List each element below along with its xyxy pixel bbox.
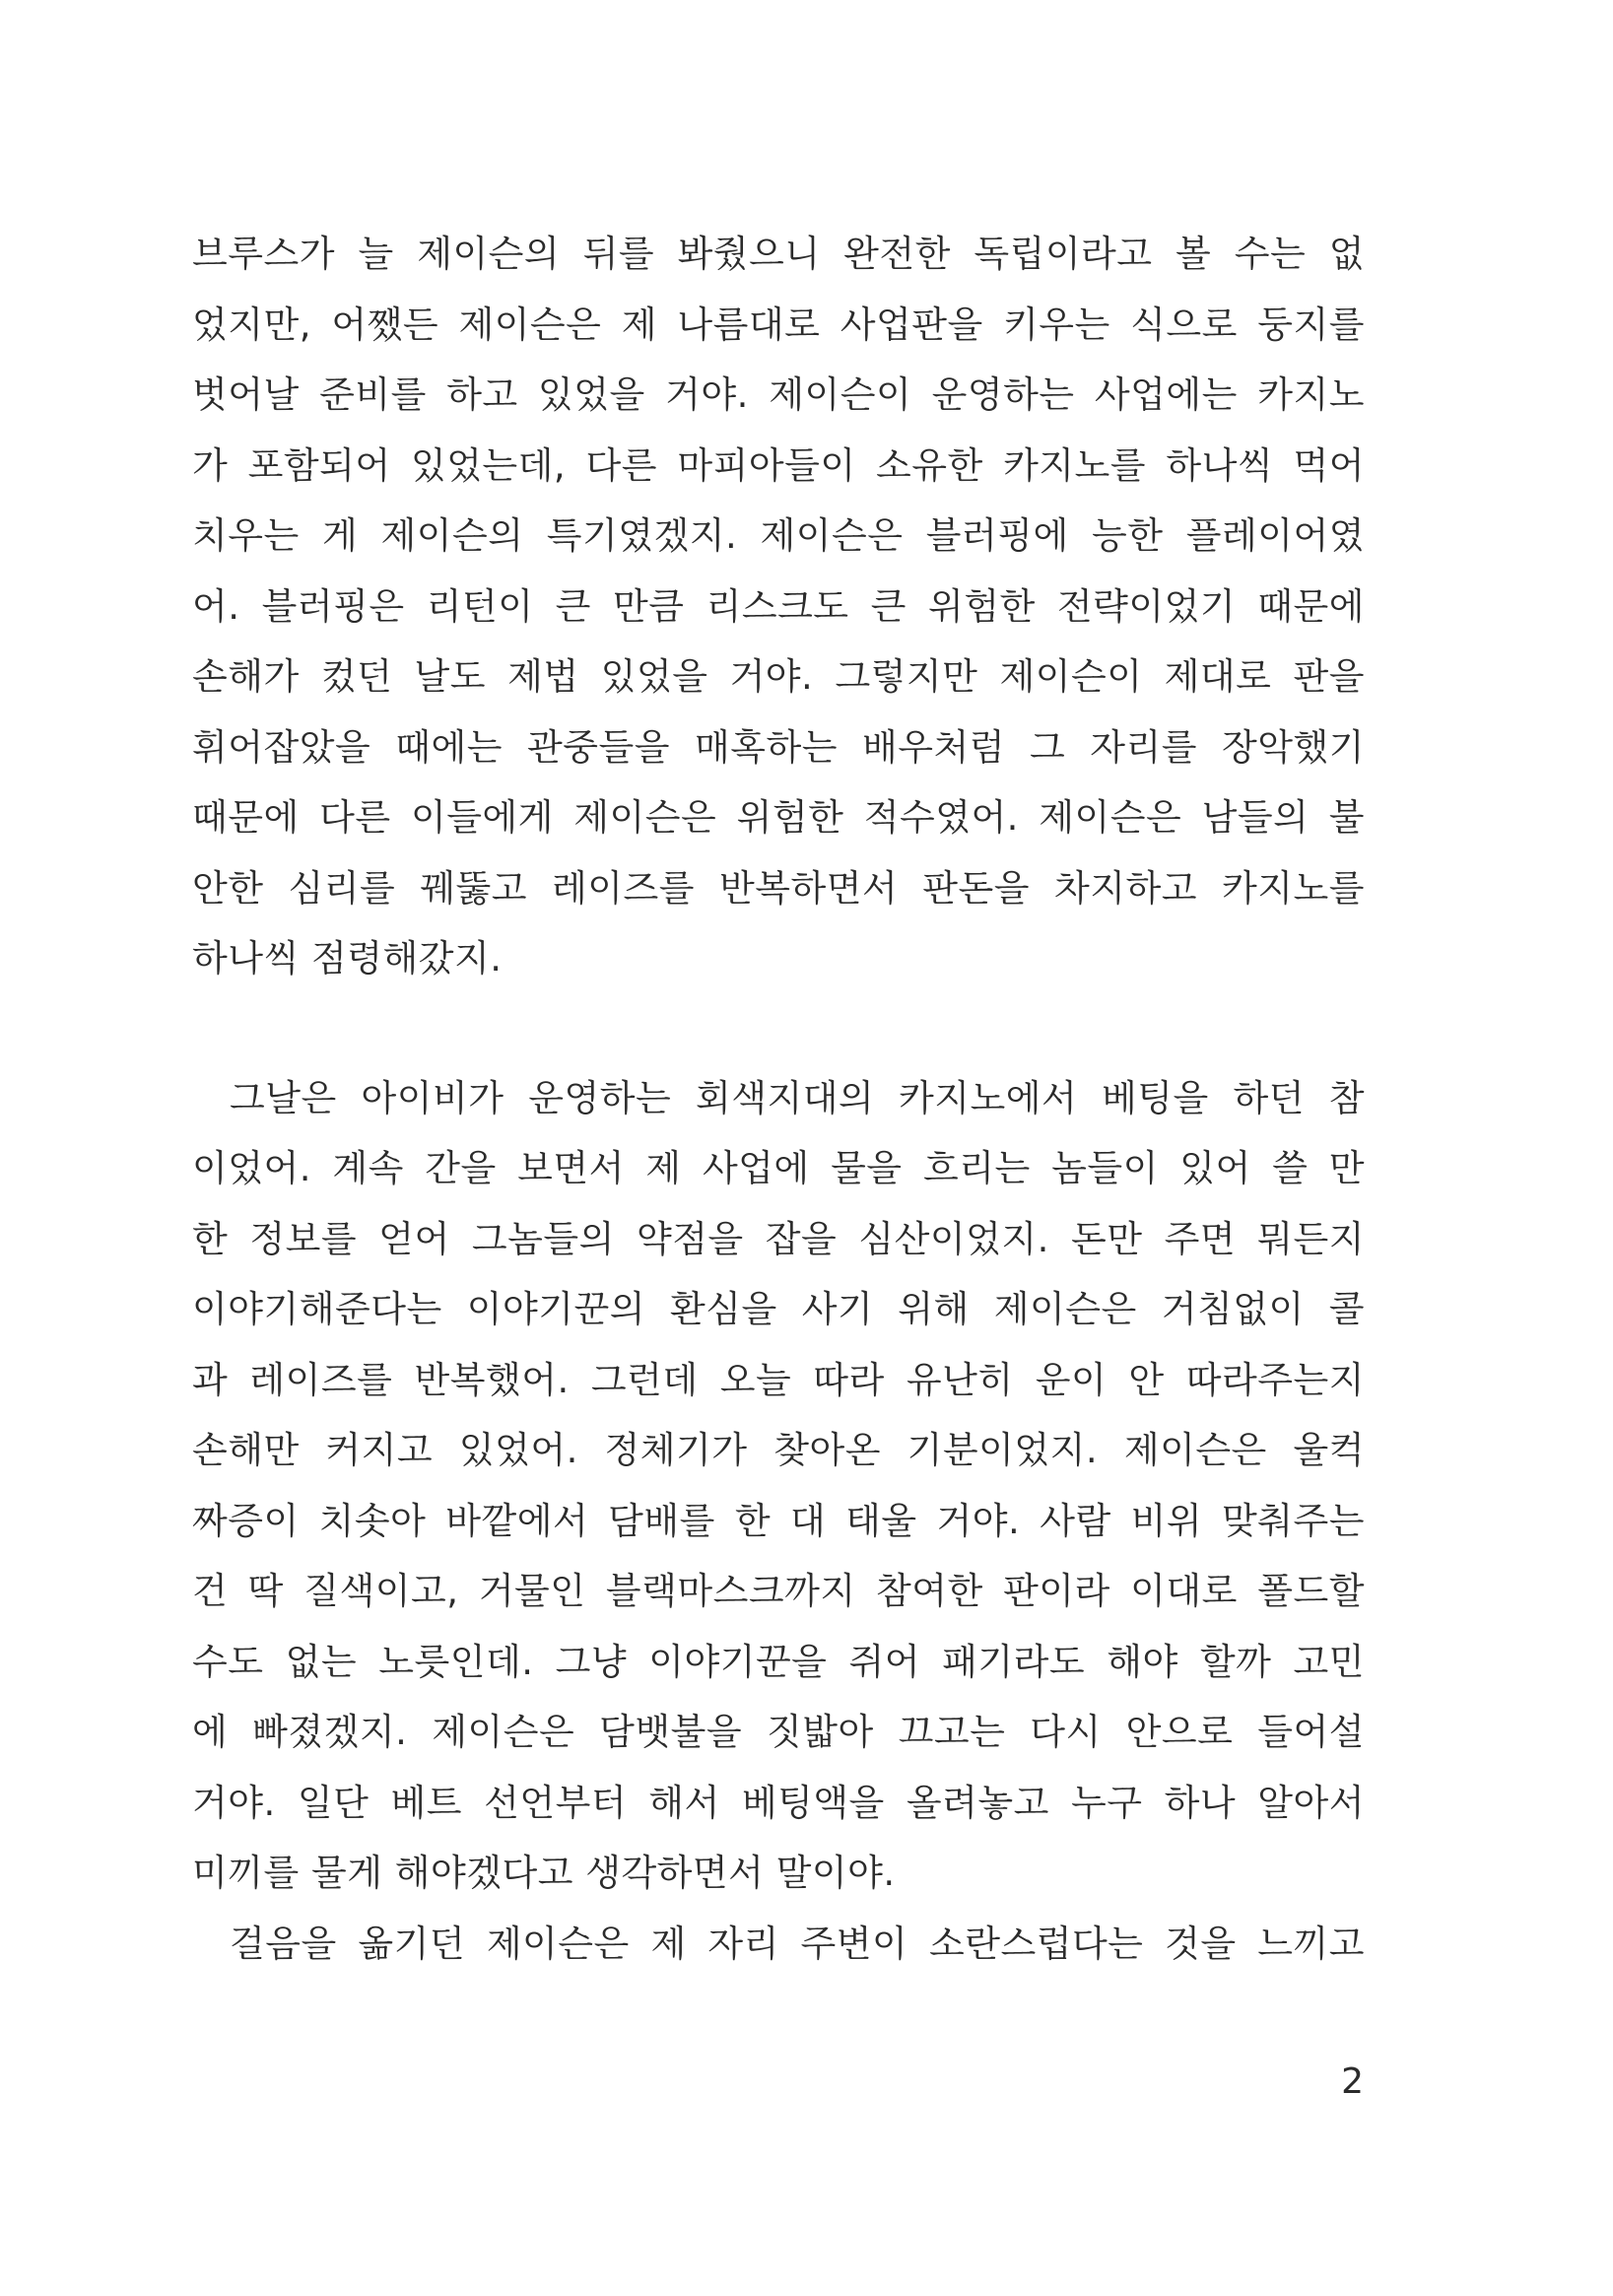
paragraph-1: [192, 219, 1365, 994]
text-line: 한 정보를 얻어 그놈들의 약점을 잡을 심산이었지. 돈만 주면 뭐든지: [192, 1217, 1365, 1260]
text-line: 어. 블러핑은 리턴이 큰 만큼 리스크도 큰 위험한 전략이었기 때문에: [192, 584, 1365, 628]
text-line: 었지만, 어쨌든 제이슨은 제 나름대로 사업판을 키우는 식으로 둥지를: [192, 303, 1365, 346]
paragraph-2: [192, 1063, 1365, 1909]
text-line: 브루스가 늘 제이슨의 뒤를 봐줬으니 완전한 독립이라고 볼 수는 없: [192, 233, 1365, 275]
text-line: 거야. 일단 베트 선언부터 해서 베팅액을 올려놓고 누구 하나 알아서: [192, 1781, 1365, 1824]
text-line: 손해가 컸던 날도 제법 있었을 거야. 그렇지만 제이슨이 제대로 판을: [192, 655, 1365, 698]
text-line: 손해만 커지고 있었어. 정체기가 찾아온 기분이었지. 제이슨은 울컥: [192, 1429, 1365, 1471]
page-number: 2: [1341, 2061, 1364, 2102]
text-line: 치우는 게 제이슨의 특기였겠지. 제이슨은 블러핑에 능한 플레이어였: [192, 514, 1365, 557]
text-line: 휘어잡았을 때에는 관중들을 매혹하는 배우처럼 그 자리를 장악했기: [192, 725, 1365, 769]
body-text: [192, 219, 1365, 1979]
text-line: 미끼를 물게 해야겠다고 생각하면서 말이야.: [192, 1852, 896, 1894]
text-line: 이야기해준다는 이야기꾼의 환심을 사기 위해 제이슨은 거침없이 콜: [192, 1288, 1365, 1330]
text-line: 이었어. 계속 간을 보면서 제 사업에 물을 흐리는 놈들이 있어 쓸 만: [192, 1147, 1365, 1189]
paragraph-3: [192, 1909, 1365, 1980]
text-line: 안한 심리를 꿰뚫고 레이즈를 반복하면서 판돈을 차지하고 카지노를: [192, 866, 1365, 910]
paragraph-spacer: [192, 994, 1365, 1063]
text-line: 걸음을 옮기던 제이슨은 제 자리 주변이 소란스럽다는 것을 느끼고: [230, 1922, 1365, 1965]
text-line: 수도 없는 노릇인데. 그냥 이야기꾼을 쥐어 패기라도 해야 할까 고민: [192, 1640, 1365, 1683]
text-line: 하나씩 점령해갔지.: [192, 937, 503, 979]
text-line: 때문에 다른 이들에게 제이슨은 위험한 적수였어. 제이슨은 남들의 불: [192, 796, 1365, 839]
text-line: 벗어날 준비를 하고 있었을 거야. 제이슨이 운영하는 사업에는 카지노: [192, 373, 1365, 416]
text-line: 과 레이즈를 반복했어. 그런데 오늘 따라 유난히 운이 안 따라주는지: [192, 1358, 1365, 1401]
text-line: 에 빠졌겠지. 제이슨은 담뱃불을 짓밟아 끄고는 다시 안으로 들어설: [192, 1711, 1365, 1753]
text-line: 건 딱 질색이고, 거물인 블랙마스크까지 참여한 판이라 이대로 폴드할: [192, 1570, 1365, 1612]
text-line: 가 포함되어 있었는데, 다른 마피아들이 소유한 카지노를 하나씩 먹어: [192, 443, 1365, 487]
text-line: 짜증이 치솟아 바깥에서 담배를 한 대 태울 거야. 사람 비위 맞춰주는: [192, 1499, 1365, 1542]
text-line: 그날은 아이비가 운영하는 회색지대의 카지노에서 베팅을 하던 참: [230, 1076, 1365, 1119]
